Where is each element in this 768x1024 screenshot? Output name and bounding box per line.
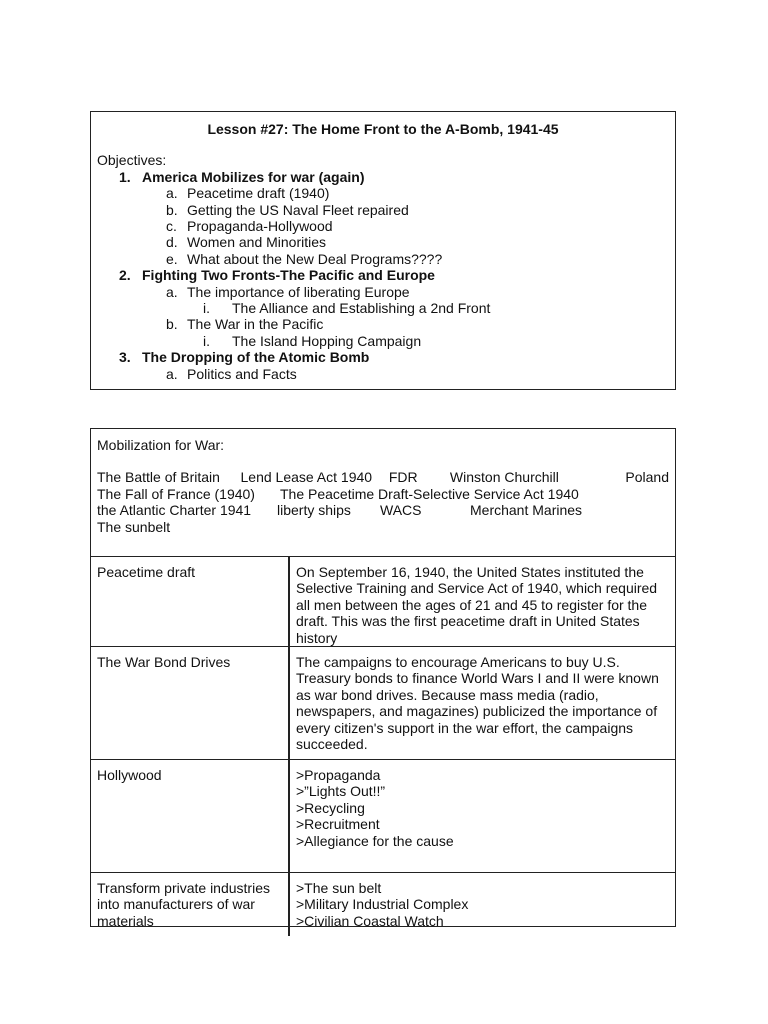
term: The Battle of Britain: [97, 469, 220, 486]
term: The sunbelt: [97, 518, 171, 535]
detail-line: >Civilian Coastal Watch: [296, 912, 444, 929]
sub-objective-letter: a.: [166, 185, 178, 202]
mobilization-title: Mobilization for War:: [97, 437, 225, 453]
terms-row-4: [97, 519, 669, 535]
sub-objective-letter: b.: [166, 316, 178, 333]
term: Poland: [625, 469, 669, 486]
sub-sub-objective-numeral: i.: [203, 300, 210, 317]
detail-cell: On September 16, 1940, the United States instituted the Selective Training and Service Act of 1940, which required all men between the ages of 21 and 45 to register for the draft. This was the first peacetime draft in United States history: [296, 564, 658, 646]
term: WACS: [380, 502, 422, 519]
sub-objective-text: Propaganda-Hollywood: [187, 218, 333, 235]
sub-objective-text: Getting the US Naval Fleet repaired: [187, 201, 409, 218]
sub-objective-text: Women and Minorities: [187, 234, 327, 251]
sub-objective-text: What about the New Deal Programs????: [187, 250, 443, 267]
term: the Atlantic Charter 1941: [97, 502, 252, 519]
objectives-list: [97, 169, 669, 382]
sub-objective-letter: a.: [166, 283, 178, 300]
objective-item: [97, 169, 669, 267]
sub-objective-item: [142, 284, 669, 317]
table-row: [91, 873, 675, 936]
topic-cell: Peacetime draft: [91, 557, 289, 647]
detail-line: >Recycling: [296, 799, 365, 816]
table-row: [91, 557, 675, 647]
objective-number: 1.: [119, 168, 131, 185]
detail-line: >”Lights Out!!”: [296, 783, 386, 800]
sub-objective-item: [142, 202, 669, 218]
sub-objective-item: [142, 316, 669, 349]
sub-objective-item: [142, 234, 669, 250]
detail-line: >Military Industrial Complex: [296, 896, 469, 913]
term: liberty ships: [277, 502, 351, 519]
detail-line: >The sun belt: [296, 880, 382, 897]
sub-objective-letter: d.: [166, 234, 178, 251]
sub-objective-list: [142, 284, 669, 350]
objective-text: Fighting Two Fronts-The Pacific and Europe: [142, 267, 435, 284]
sub-sub-objective-text: The Island Hopping Campaign: [232, 332, 422, 349]
objectives-label: Objectives:: [97, 152, 167, 169]
sub-sub-objective-item: [187, 333, 669, 349]
detail-line: >Allegiance for the cause: [296, 832, 454, 849]
sub-sub-objective-numeral: i.: [203, 332, 210, 349]
sub-sub-objective-text: The Alliance and Establishing a 2nd Front: [232, 300, 491, 317]
term: Merchant Marines: [470, 502, 583, 519]
detail-line: >Propaganda: [296, 767, 381, 784]
sub-objective-item: [142, 251, 669, 267]
sub-objective-text: Peacetime draft (1940): [187, 185, 330, 202]
objective-number: 3.: [119, 349, 131, 366]
detail-cell: [289, 873, 675, 936]
term: Lend Lease Act 1940: [240, 469, 373, 486]
topic-cell: The War Bond Drives: [91, 647, 289, 760]
terms-row-2: [97, 486, 669, 502]
term: The Fall of France (1940): [97, 485, 255, 502]
sub-sub-objective-list: [187, 300, 669, 316]
sub-objective-letter: c.: [166, 218, 177, 235]
mobilization-header: [91, 429, 675, 557]
table-row: [91, 647, 675, 760]
sub-objective-item: [142, 185, 669, 201]
sub-sub-objective-list: [187, 333, 669, 349]
detail-cell: [289, 760, 675, 873]
topic-cell: Transform private industries into manufacturers of war materials: [91, 873, 289, 936]
sub-sub-objective-item: [187, 300, 669, 316]
sub-objective-item: [142, 218, 669, 234]
table-row: [91, 760, 675, 873]
sub-objective-item: [142, 366, 669, 382]
objective-number: 2.: [119, 267, 131, 284]
detail-line: >Recruitment: [296, 816, 380, 833]
term: Winston Churchill: [449, 469, 559, 486]
sub-objective-text: The War in the Pacific: [187, 316, 324, 333]
term: The Peacetime Draft-Selective Service Act 1940: [280, 485, 579, 502]
sub-objective-list: [142, 366, 669, 382]
term: FDR: [388, 469, 418, 486]
detail-cell: The campaigns to encourage Americans to buy U.S. Treasury bonds to finance World Wars I and II were known as war bond drives. Because mass media (radio, newspapers, and magazines) publicized the importance of every citizen's support in the war effort, the campaigns succeeded.: [296, 654, 659, 753]
sub-objective-letter: a.: [166, 365, 178, 382]
objective-text: America Mobilizes for war (again): [142, 168, 365, 185]
sub-objective-letter: b.: [166, 201, 178, 218]
objective-item: [97, 267, 669, 349]
topic-cell: Hollywood: [91, 760, 289, 873]
sub-objective-list: [142, 185, 669, 267]
objective-item: [97, 349, 669, 382]
mobilization-table: [91, 557, 675, 936]
sub-objective-text: The importance of liberating Europe: [187, 283, 410, 300]
objective-text: The Dropping of the Atomic Bomb: [142, 349, 370, 366]
terms-row-1: [97, 469, 669, 485]
terms-row-3: [97, 502, 669, 518]
sub-objective-text: Politics and Facts: [187, 365, 297, 382]
objectives-box: [90, 111, 676, 390]
lesson-title: Lesson #27: The Home Front to the A-Bomb, 1941-45: [207, 121, 559, 137]
mobilization-box: [90, 428, 676, 927]
sub-objective-letter: e.: [166, 250, 178, 267]
